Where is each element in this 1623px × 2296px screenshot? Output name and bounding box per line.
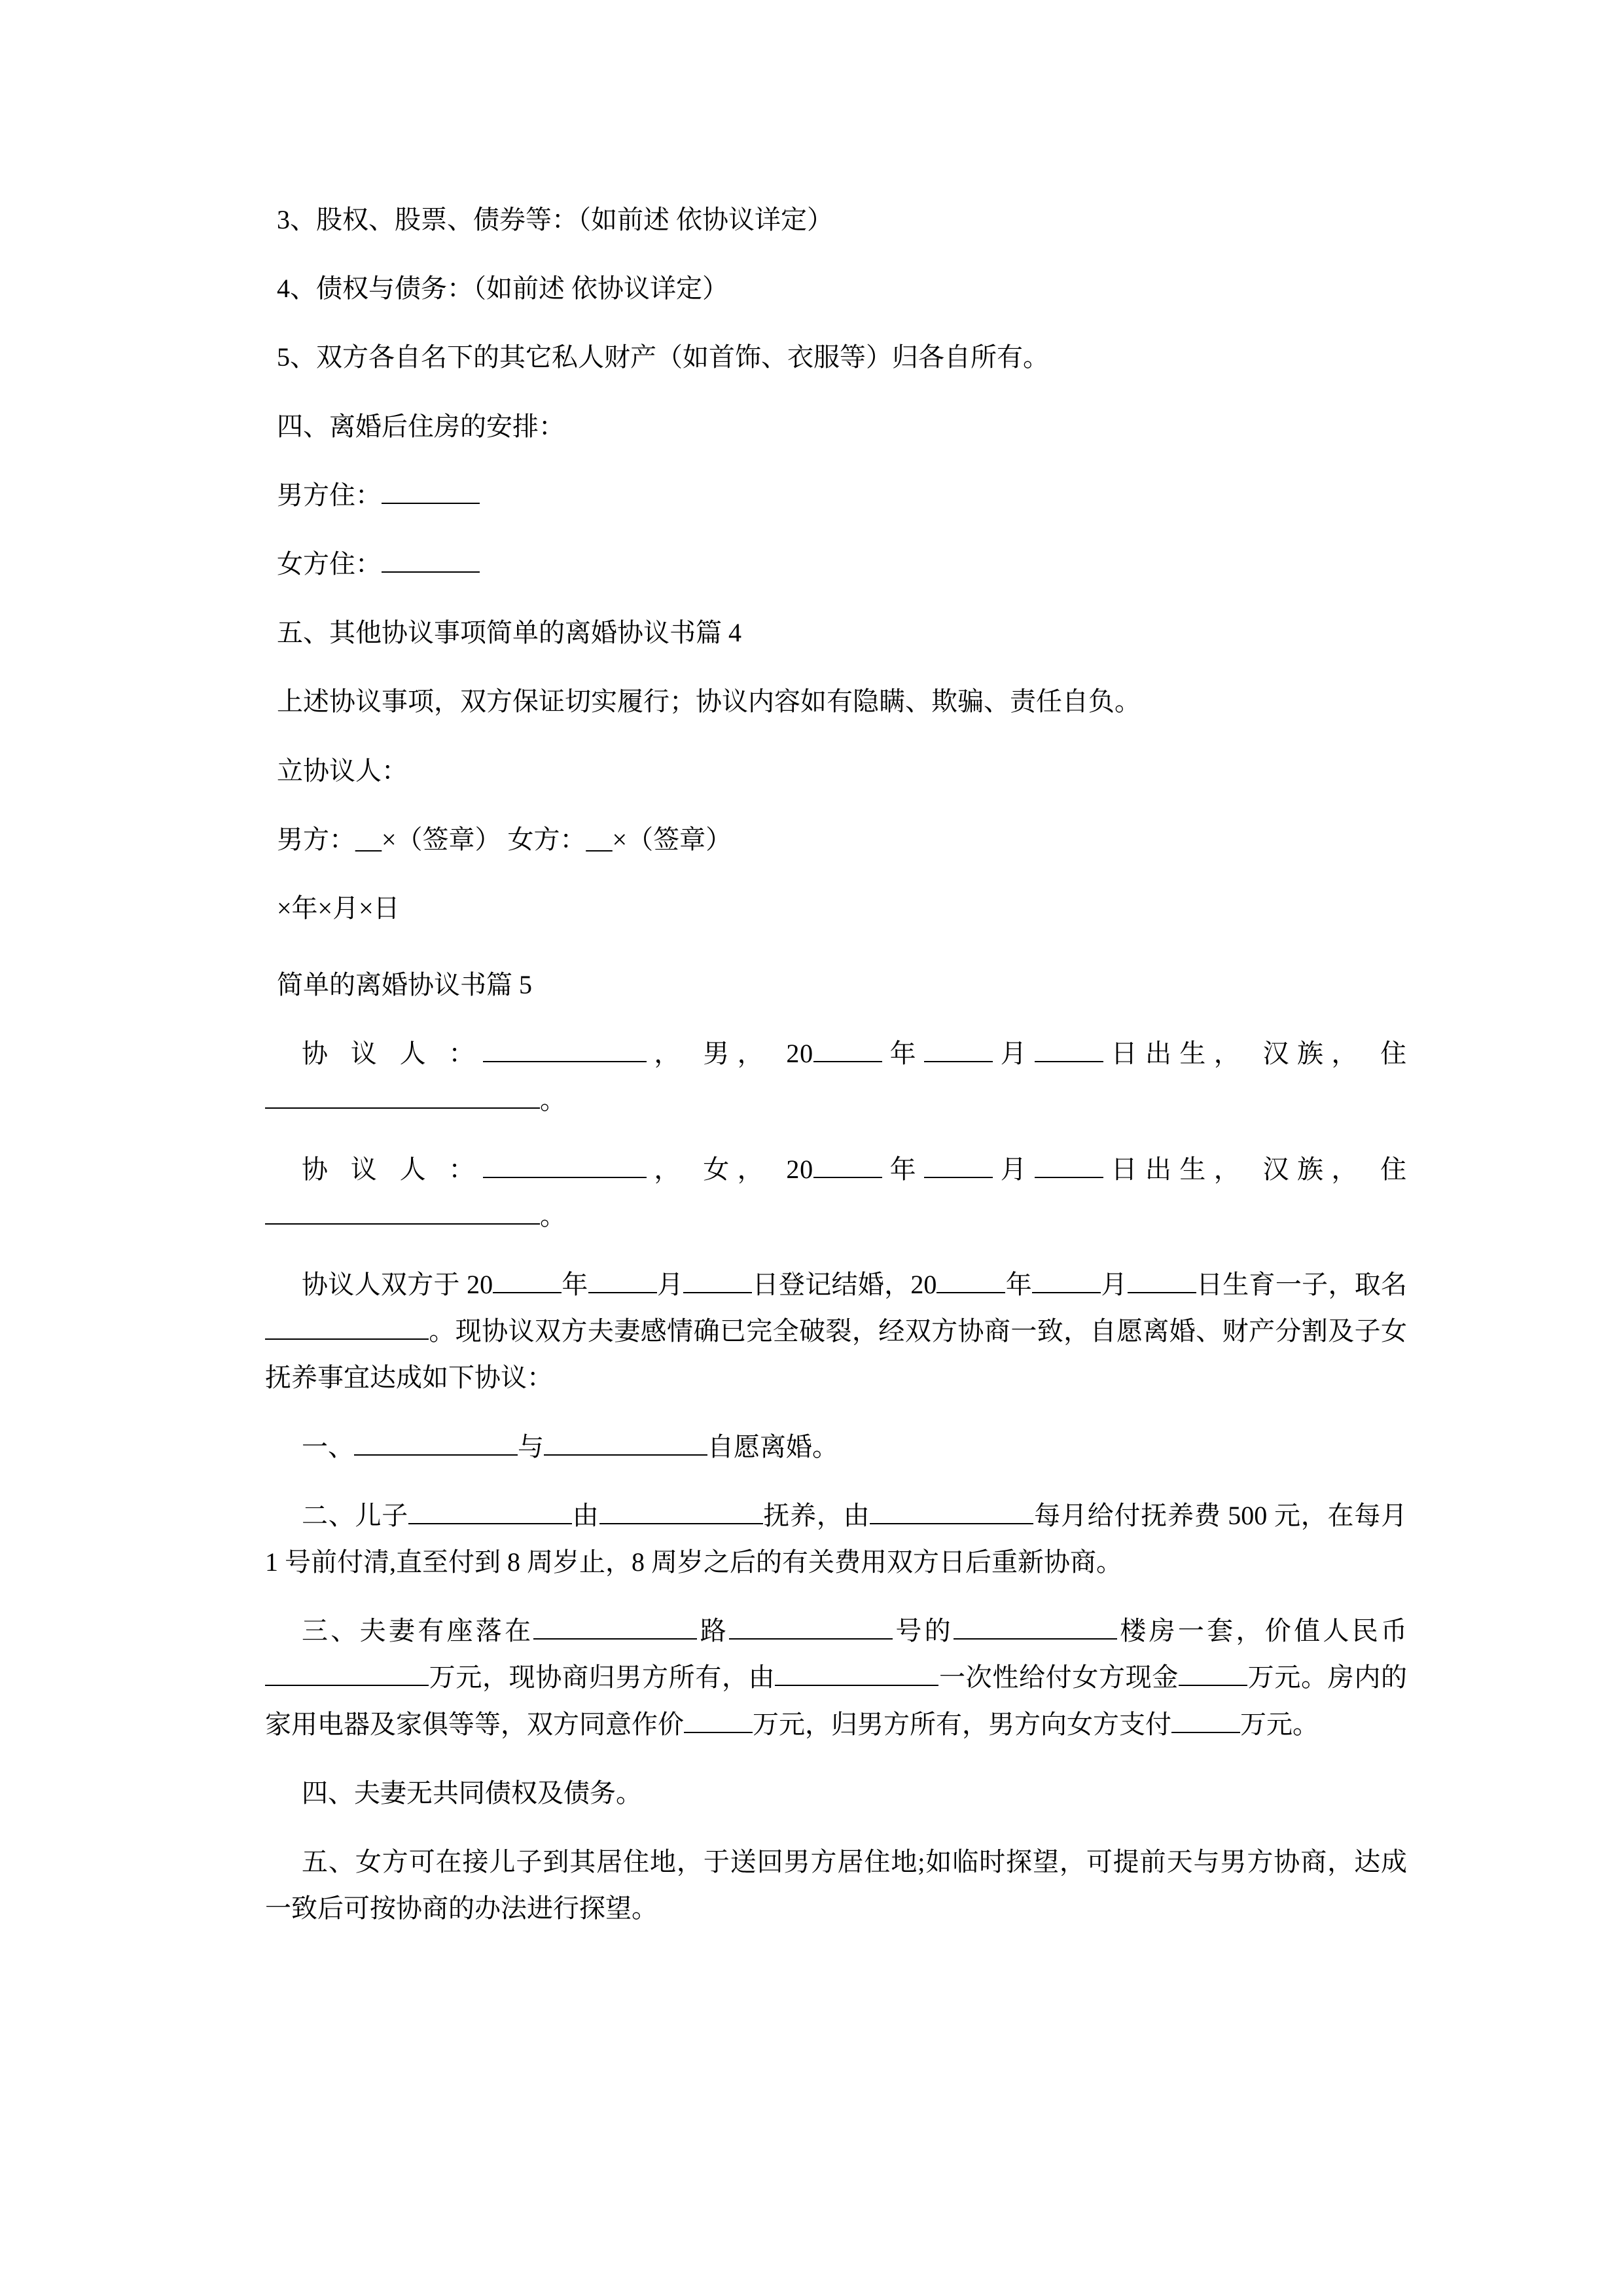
party-male-month-blank[interactable]: [924, 1061, 993, 1062]
clause3-value-blank[interactable]: [265, 1685, 429, 1686]
party-male-year-blank[interactable]: [813, 1061, 882, 1062]
paragraph-clause-2: 二、儿子 由 抚养，由 每月给付抚养费 500 元，在每月 1 号前付清,直至付到 8 周岁止，8 周岁之后的有关费用双方日后重新协商。: [265, 1500, 1408, 1577]
marriage-year-blank[interactable]: [493, 1292, 562, 1293]
paragraph-performance-guarantee: 上述协议事项，双方保证切实履行；协议内容如有隐瞒、欺骗、责任自负。: [277, 687, 1141, 717]
child-name-blank[interactable]: [265, 1338, 429, 1340]
party-female-month-blank[interactable]: [924, 1177, 993, 1178]
party-male-label: 协 议 人 ：: [302, 1039, 483, 1069]
clause2-custodian-blank[interactable]: [599, 1523, 763, 1524]
clause3-building-blank[interactable]: [954, 1638, 1117, 1640]
paragraph-clause-4: 四、夫妻无共同债权及债务。: [302, 1778, 642, 1808]
clause1-party-b-blank[interactable]: [544, 1454, 707, 1456]
paragraph-party-male: 协 议 人 ： ， 男， 20 年 月 日出生， 汉族， 住: [302, 1039, 1407, 1069]
clause3-payer-blank[interactable]: [775, 1685, 938, 1686]
clause3-cash-blank[interactable]: [1179, 1685, 1247, 1686]
birth-day-blank[interactable]: [1128, 1292, 1196, 1293]
party-female-name-blank[interactable]: [483, 1177, 647, 1178]
paragraph-private-property: 5、双方各自名下的其它私人财产（如首饰、衣服等）归各自所有。: [277, 342, 1049, 372]
male-residence-blank[interactable]: [382, 503, 480, 504]
clause3-number-blank[interactable]: [729, 1638, 893, 1640]
clause3-road-blank[interactable]: [533, 1638, 697, 1640]
paragraph-female-residence: [265, 541, 1407, 587]
section-heading-housing: 四、离婚后住房的安排：: [277, 411, 565, 441]
clause2-payer-blank[interactable]: [870, 1523, 1033, 1524]
clause2-child-blank[interactable]: [408, 1523, 572, 1524]
marriage-month-blank[interactable]: [588, 1292, 657, 1293]
male-residence-label: 男方住：: [277, 480, 382, 510]
heading-sample-5: 简单的离婚协议书篇 5: [277, 970, 532, 1000]
birth-year-blank[interactable]: [936, 1292, 1005, 1293]
party-female-label: 协 议 人 ：: [302, 1154, 483, 1184]
paragraph-party-female-address: 。: [265, 1193, 1407, 1239]
section-heading-other-matters: 五、其他协议事项简单的离婚协议书篇 4: [277, 618, 741, 648]
clause3-appliance-value-blank[interactable]: [684, 1732, 753, 1733]
paragraph-marriage-background: 协议人双方于 20 年 月 日登记结婚，20 年 月 日生育一子，取名。现协议双方夫妻感情确已完全破裂，经双方协商一致，自愿离婚、财产分割及子女抚养事宜达成如下协议：: [265, 1270, 1408, 1393]
paragraph-party-male-address: 。: [265, 1077, 1407, 1123]
paragraph-clause-3: 三、夫妻有座落在 路 号的 楼房一套，价值人民币万元，现协商归男方所有，由 一次性给付女方现金 万元。房内的家用电器及家俱等等，双方同意作价 万元，归男方所有，男方向女方支付 万元。: [265, 1616, 1408, 1739]
paragraph-clause-1: 一、 与 自愿离婚。: [302, 1431, 838, 1462]
female-residence-label: 女方住：: [277, 548, 382, 579]
clause1-party-a-blank[interactable]: [354, 1454, 518, 1456]
paragraph-date-line: ×年×月×日: [277, 893, 400, 923]
paragraph-party-female: 协 议 人 ： ， 女， 20 年 月 日出生， 汉族， 住: [302, 1154, 1407, 1184]
party-female-year-blank[interactable]: [813, 1177, 882, 1178]
party-male-address-blank[interactable]: [265, 1107, 540, 1109]
birth-month-blank[interactable]: [1032, 1292, 1101, 1293]
party-male-day-blank[interactable]: [1035, 1061, 1103, 1062]
paragraph-debt: 4、债权与债务：（如前述 依协议详定）: [277, 274, 728, 304]
paragraph-clause-5: 五、女方可在接儿子到其居住地，于送回男方居住地;如临时探望，可提前天与男方协商，达成一致后可按协商的办法进行探望。: [265, 1846, 1407, 1924]
marriage-day-blank[interactable]: [683, 1292, 752, 1293]
paragraph-male-residence: [265, 472, 1407, 518]
paragraph-signatories-label: 立协议人：: [277, 755, 408, 785]
party-female-address-blank[interactable]: [265, 1223, 540, 1225]
document-body: [265, 196, 1407, 1931]
paragraph-equity: 3、股权、股票、债券等：（如前述 依协议详定）: [277, 205, 833, 234]
paragraph-signature-line: 男方：__×（签章） 女方：__×（签章）: [277, 824, 732, 854]
party-female-day-blank[interactable]: [1035, 1177, 1103, 1178]
clause3-payment-blank[interactable]: [1171, 1732, 1240, 1733]
female-residence-blank[interactable]: [382, 571, 480, 573]
party-male-name-blank[interactable]: [483, 1061, 647, 1062]
